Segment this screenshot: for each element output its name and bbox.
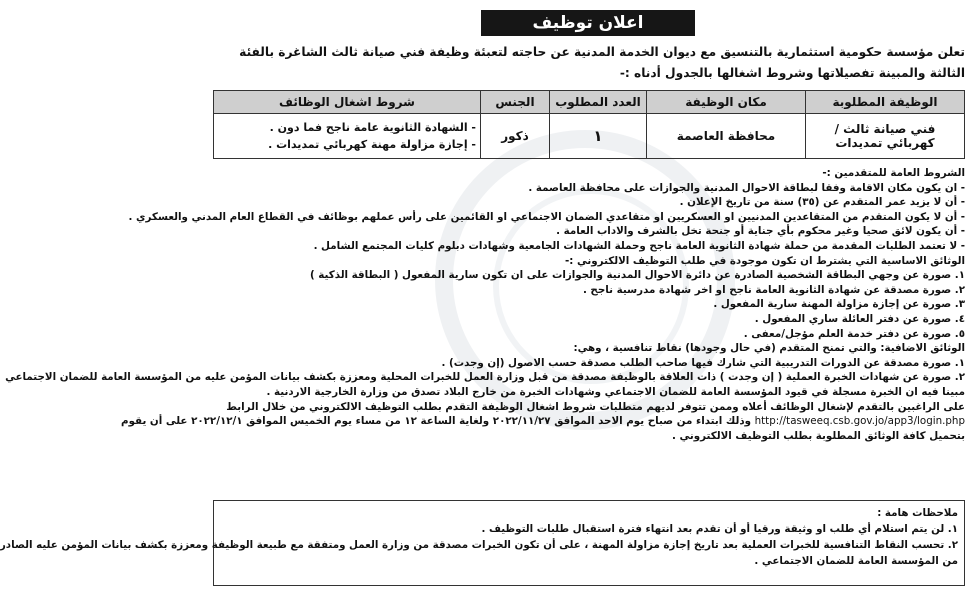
header-count: العدد المطلوب <box>550 91 647 114</box>
extra-item-continued: مبينا فيه ان الخبرة مسجلة في قيود المؤسسة العامة للضمان الاجتماعي وشهادات الخبرة من خارج البلاد تصدق من وزارة الخارجية الاردنية . <box>266 385 965 398</box>
intro-paragraph: تعلن مؤسسة حكومية استثمارية بالتنسيق مع ديوان الخدمة المدنية عن حاجته لتعبئة وظيفة فني صيانة ثالث الشاغرة بالفئة الثالثة والمبينة تفصيلاتها وشروط اشغالها بالجدول أدناه :- <box>239 45 965 80</box>
apply-line-3: بتحميل كافة الوثائق المطلوبة بطلب التوظيف الالكتروني . <box>671 429 965 442</box>
header-job: الوظيفة المطلوبة <box>806 91 965 114</box>
general-item: - ان يكون مكان الاقامة وفقا لبطاقة الاحوال المدنية والجوازات على محافظة العاصمة . <box>528 181 965 194</box>
doc-item: ٣. صورة عن إجازة مزاولة المهنة سارية المفعول . <box>713 298 965 311</box>
apply-url-link[interactable]: http://tasweeq.csb.gov.jo/app3/login.php <box>754 415 965 428</box>
general-item: - أن لا يكون المتقدم من المتقاعدين المدنيين او العسكريين او متقاعدي الضمان الاجتماعي او القائمين على رأس عملهم بوظائف في القطاع العام المدني والعسكري . <box>128 210 965 223</box>
note-item: ٢. تحسب النقاط التنافسية للخبرات العملية بعد تاريخ إجازة مزاولة المهنة ، على أن تكون الخبرات مصدقة من وزارة العمل ومتفقة مع طبيعة الوظيفة ومعززة بكشف بيانات المؤمن عليه الصادر <box>0 539 958 551</box>
docs-heading: الوثائق الاساسية التي يشترط ان تكون موجودة في طلب التوظيف الالكتروني :- <box>565 254 965 267</box>
doc-item: ٤. صورة عن دفتر العائلة ساري المفعول . <box>754 312 965 325</box>
general-heading: الشروط العامة للمتقدمين :- <box>822 167 965 179</box>
conditions-section <box>5 166 965 443</box>
table-row <box>214 114 965 159</box>
cell-requirements <box>214 114 481 159</box>
general-item: - أن يكون لائق صحيا وغير محكوم بأي جناية أو جنحة تخل بالشرف والاداب العامة . <box>556 225 965 238</box>
general-item: - لا تعتمد الطلبات المقدمة من حملة شهادة الثانوية العامة ناجح وحملة الشهادات الجامعية وشهادات دبلوم كليات المجتمع الشامل . <box>313 239 965 252</box>
extra-heading: الوثائق الاضافية: والتي تمنح المتقدم (في حال وجودها) نقاط تنافسية ، وهي: <box>573 342 965 355</box>
jobs-table <box>213 90 965 159</box>
note-item: ١. لن يتم استلام أي طلب او وثيقة ورقيا أو أن تقدم بعد انتهاء فترة استقبال طلبات التوظيف . <box>481 523 958 535</box>
apply-dates: وذلك ابتداء من صباح يوم الاحد الموافق ٢٠٢٢/١١/٢٧ ولغاية الساعة ١٢ من مساء يوم الخميس الموافق ٢٠٢٢/١٢/١ على أن يقوم <box>121 415 752 428</box>
notes-heading: ملاحظات هامة : <box>877 507 958 519</box>
notes-box <box>0 500 965 586</box>
doc-item: ٢. صورة مصدقة عن شهادة الثانوية العامة ناجح او اخر شهادة مدرسية ناجح . <box>582 283 965 296</box>
header-requirements: شروط اشغال الوظائف <box>214 91 481 114</box>
apply-line-1: على الراغبين بالتقدم لإشغال الوظائف أعلاه وممن تتوفر لديهم متطلبات شروط اشغال الوظيفة التقدم بطلب التوظيف الالكتروني من خلال الرابط <box>226 400 965 413</box>
extra-item: ٢. صورة عن شهادات الخبرة العملية ( إن وجدت ) ذات العلاقة بالوظيفة مصدقة من قبل وزارة العمل للخبرات المحلية ومعززة بكشف بيانات المؤمن عليه من المؤسسة العامة للضمان الاجتماعي <box>5 371 965 384</box>
cell-gender: ذكور <box>481 114 550 159</box>
header-place: مكان الوظيفة <box>647 91 806 114</box>
note-item-continued: من المؤسسة العامة للضمان الاجتماعي . <box>754 555 958 567</box>
table-header-row <box>214 91 965 114</box>
general-item: - أن لا يزيد عمر المتقدم عن (٣٥) سنة من تاريخ الإعلان . <box>679 196 965 209</box>
doc-item: ٥. صورة عن دفتر خدمة العلم مؤجل/معفى . <box>743 327 965 340</box>
cell-job: فني صيانة ثالث / كهربائي تمديدات <box>806 114 965 159</box>
page-title: اعلان توظيف <box>481 10 695 36</box>
doc-item: ١. صورة عن وجهي البطاقة الشخصية الصادرة عن دائرة الاحوال المدنية والجوازات على ان تكون سارية المفعول ( البطاقة الذكية ) <box>310 269 965 282</box>
cell-place: محافظة العاصمة <box>647 114 806 159</box>
requirement-2: - إجازة مزاولة مهنة كهربائي تمديدات . <box>268 138 476 151</box>
apply-line-2 <box>121 414 965 429</box>
extra-item: ١. صورة مصدقة عن الدورات التدريبية التي شارك فيها صاحب الطلب مصدقة حسب الاصول (إن وجدت) . <box>441 356 965 369</box>
requirement-1: - الشهادة الثانوية عامة ناجح فما دون . <box>269 121 476 134</box>
header-gender: الجنس <box>481 91 550 114</box>
cell-count: ١ <box>550 114 647 159</box>
